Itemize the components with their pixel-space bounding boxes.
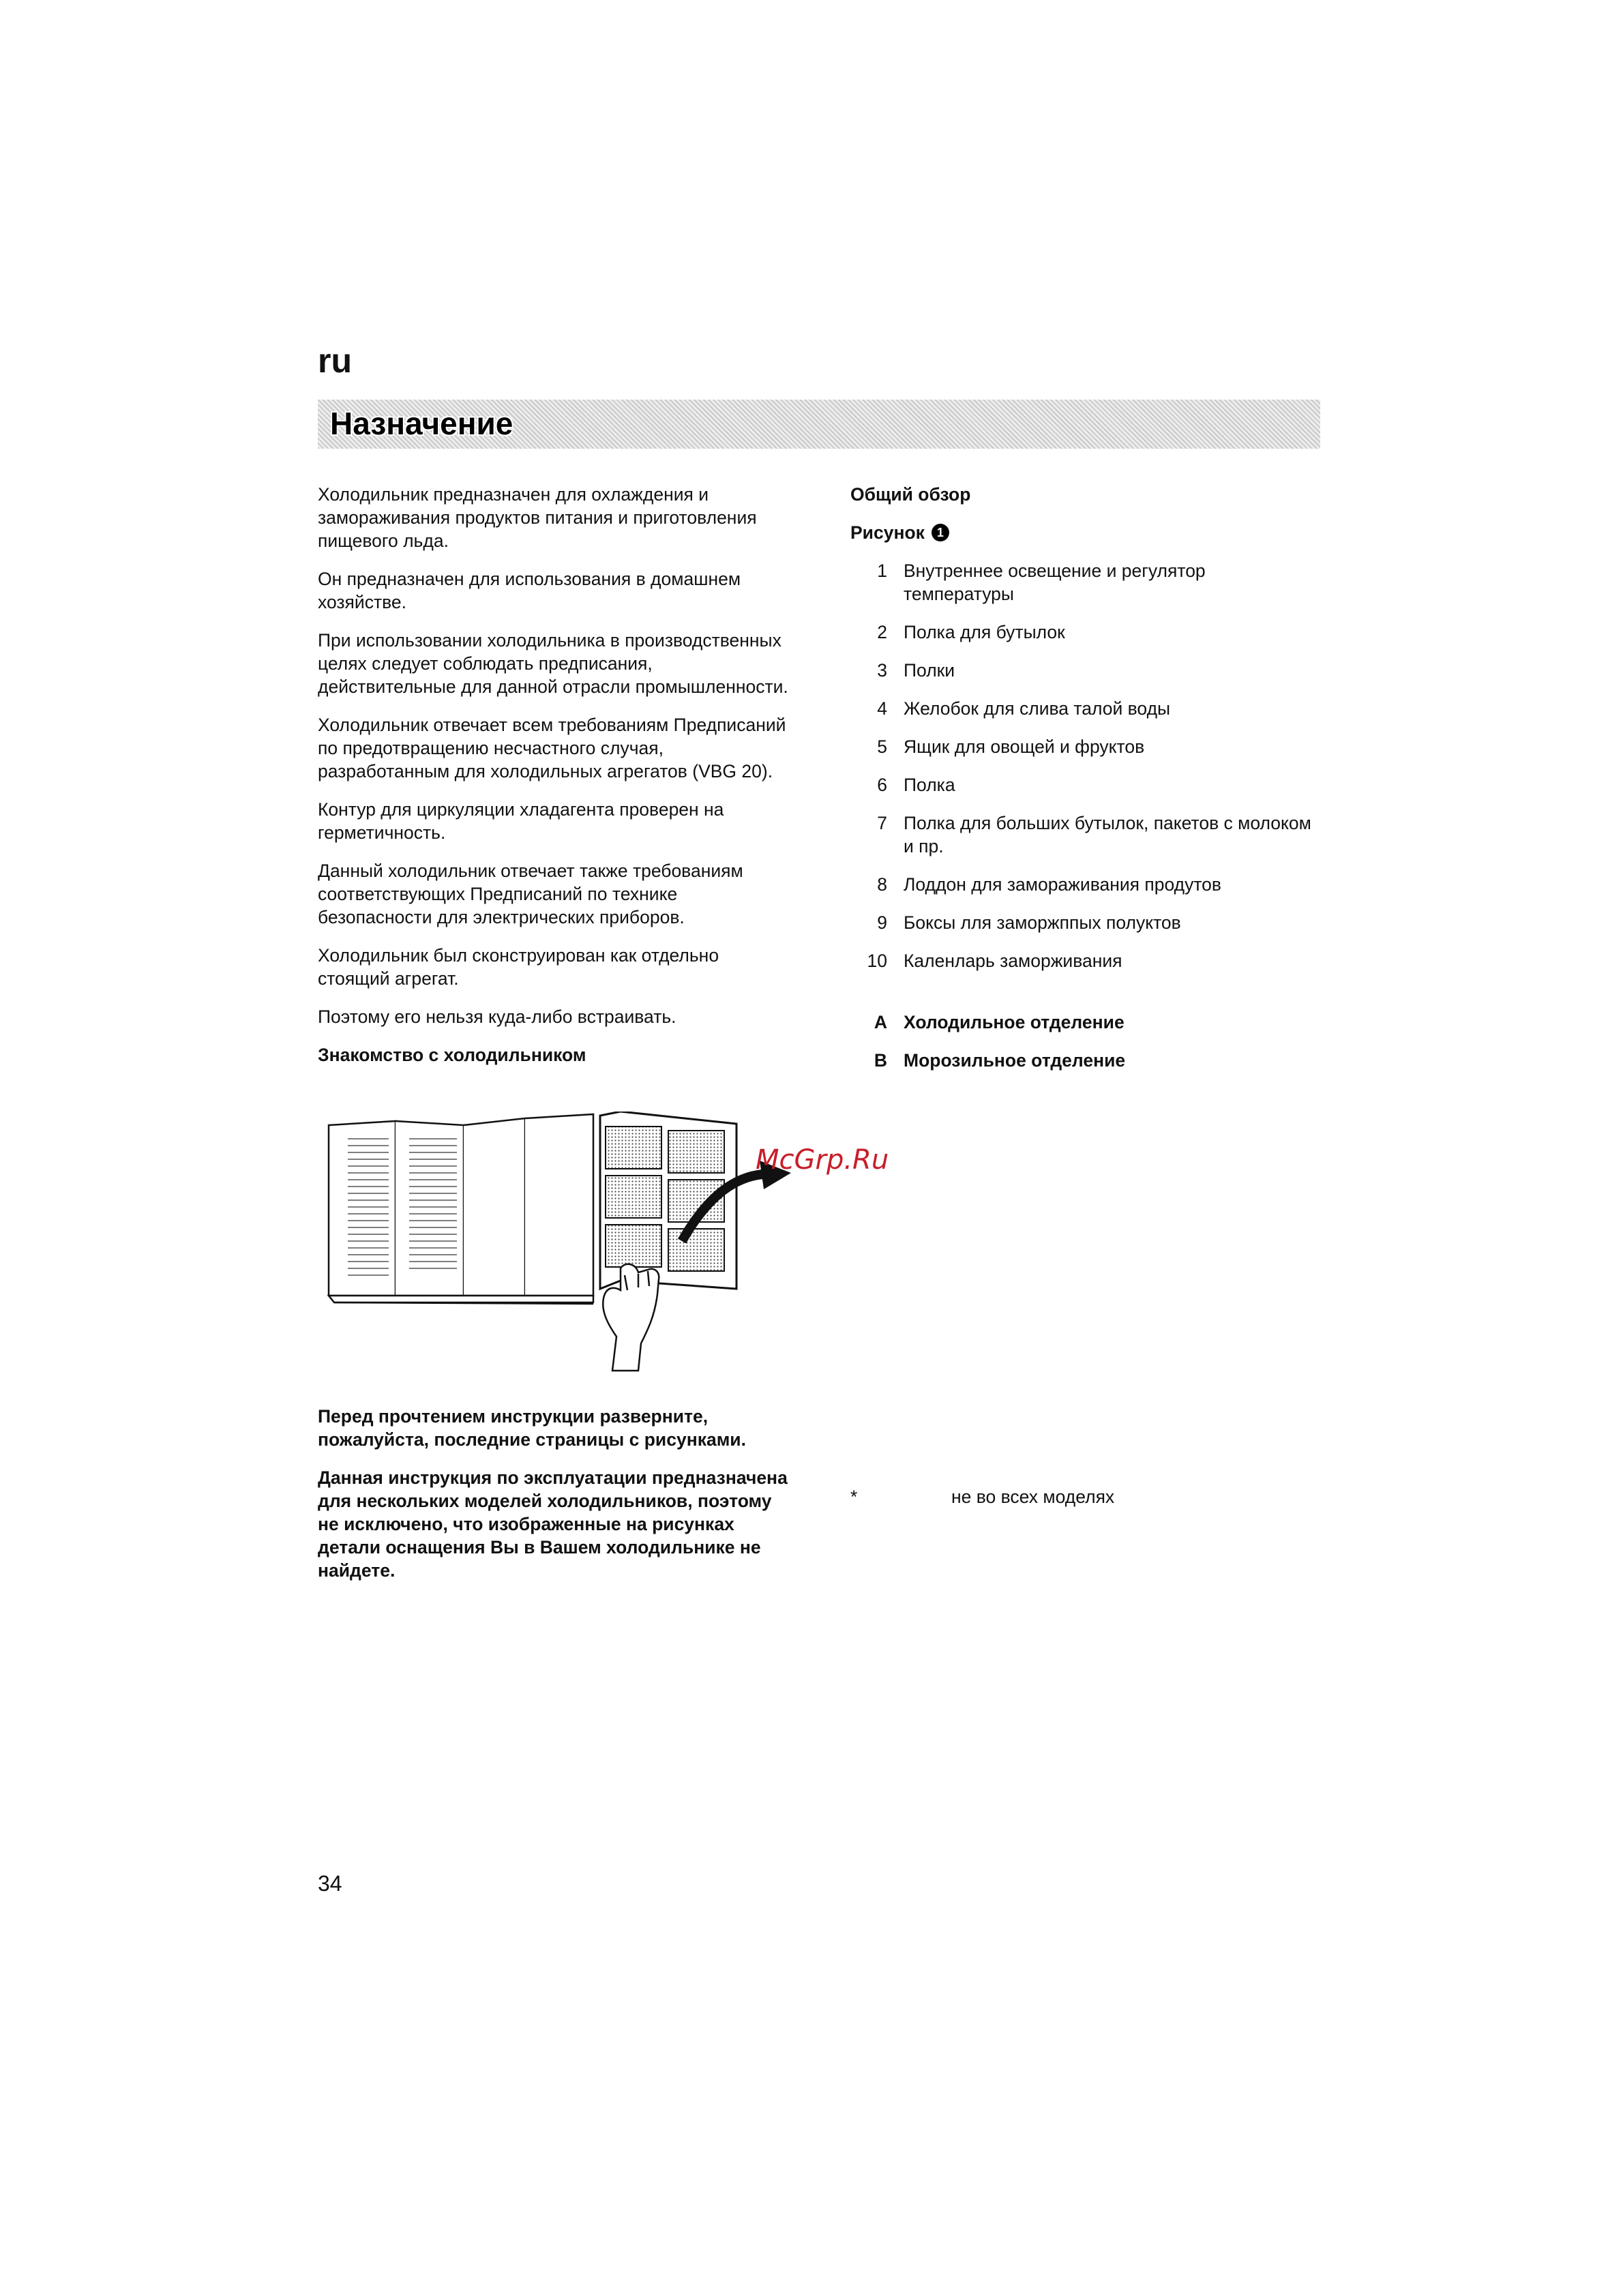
item-number: 1 [877, 561, 887, 581]
paragraph: Холодильник предназначен для охлаждения и замораживания продуктов питания и приготовления пищевого льда. [318, 484, 757, 551]
item-number: 10 [867, 951, 887, 971]
item-text: Боксы лля заморжппых полуктов [904, 912, 1181, 933]
item-text: Лоддон для замораживания продутов [904, 874, 1221, 895]
item-text: Полка [904, 775, 955, 795]
list-item [850, 949, 1314, 972]
figure-number-badge: 1 [932, 524, 949, 541]
item-number: 8 [877, 874, 887, 895]
list-item [850, 773, 1314, 796]
item-number: 9 [877, 912, 887, 933]
figure-label [850, 521, 1314, 544]
note-unfold: Перед прочтением инструкции разверните, пожалуйста, последние страницы с рисунками. [318, 1406, 746, 1450]
spacer [850, 987, 1314, 1011]
right-column [850, 483, 1314, 1087]
section-letter: B [874, 1050, 887, 1071]
list-item [850, 735, 1314, 758]
list-item [850, 659, 1314, 682]
paragraph: Он предназначен для использования в домашнем хозяйстве. [318, 569, 741, 612]
list-item [850, 559, 1314, 606]
paragraph: При использовании холодильника в производственных целях следует соблюдать предписания, действительные для данной отрасли промышленности. [318, 630, 788, 697]
language-code: ru [318, 342, 352, 380]
item-text: Внутреннее освещение и регулятор температуры [904, 561, 1206, 604]
section-item-a [850, 1011, 1314, 1034]
paragraph: Холодильник отвечает всем требованиям Предписаний по предотвращению несчастного случая, разработанным для холодильных агрегатов (VBG 20). [318, 715, 786, 781]
paragraph: Контур для циркуляции хладагента проверен на герметичность. [318, 799, 724, 843]
section-text: Морозильное отделение [904, 1050, 1126, 1071]
notes-section [318, 1405, 795, 1597]
item-number: 4 [877, 698, 887, 719]
footnote-mark: * [850, 1487, 858, 1507]
paragraph: Поэтому его нельзя куда-либо встраивать. [318, 1007, 676, 1027]
note-models: Данная инструкция по эксплуатации предназначена для нескольких моделей холодильников, поэтому не исключено, что изображенные на рисунках детали оснащения Вы в Вашем холодильнике не найдете. [318, 1467, 788, 1581]
item-text: Полка для больших бутылок, пакетов с молоком и пр. [904, 813, 1311, 856]
item-number: 6 [877, 775, 887, 795]
list-item [850, 873, 1314, 896]
intro-heading: Знакомство с холодильником [318, 1045, 586, 1065]
booklet-unfold-illustration [327, 1112, 791, 1405]
section-title-bar [318, 400, 1320, 449]
left-column [318, 483, 795, 1067]
figure-label-text: Рисунок [850, 522, 925, 543]
footnote-text: не во всех моделях [951, 1487, 1115, 1507]
list-item [850, 621, 1314, 644]
list-item [850, 811, 1314, 858]
item-text: Полка для бутылок [904, 622, 1065, 642]
item-number: 3 [877, 660, 887, 681]
item-text: Ящик для овощей и фруктов [904, 736, 1145, 757]
watermark: McGrp.Ru [756, 1144, 889, 1176]
list-item [850, 697, 1314, 720]
list-item [850, 911, 1314, 934]
paragraph: Холодильник был сконструирован как отдельно стоящий агрегат. [318, 945, 719, 989]
section-letter: A [874, 1012, 887, 1032]
paragraph: Данный холодильник отвечает также требованиям соответствующих Предписаний по технике безопасности для электрических приборов. [318, 861, 743, 927]
item-text: Желобок для слива талой воды [904, 698, 1171, 719]
item-number: 7 [877, 813, 887, 833]
section-item-b [850, 1049, 1314, 1072]
overview-heading: Общий обзор [850, 484, 971, 505]
page-number: 34 [318, 1871, 342, 1896]
item-text: Полки [904, 660, 955, 681]
item-number: 5 [877, 736, 887, 757]
item-text: Каленларь заморживания [904, 951, 1122, 971]
item-number: 2 [877, 622, 887, 642]
section-text: Холодильное отделение [904, 1012, 1125, 1032]
page-title: Назначение [330, 406, 513, 441]
